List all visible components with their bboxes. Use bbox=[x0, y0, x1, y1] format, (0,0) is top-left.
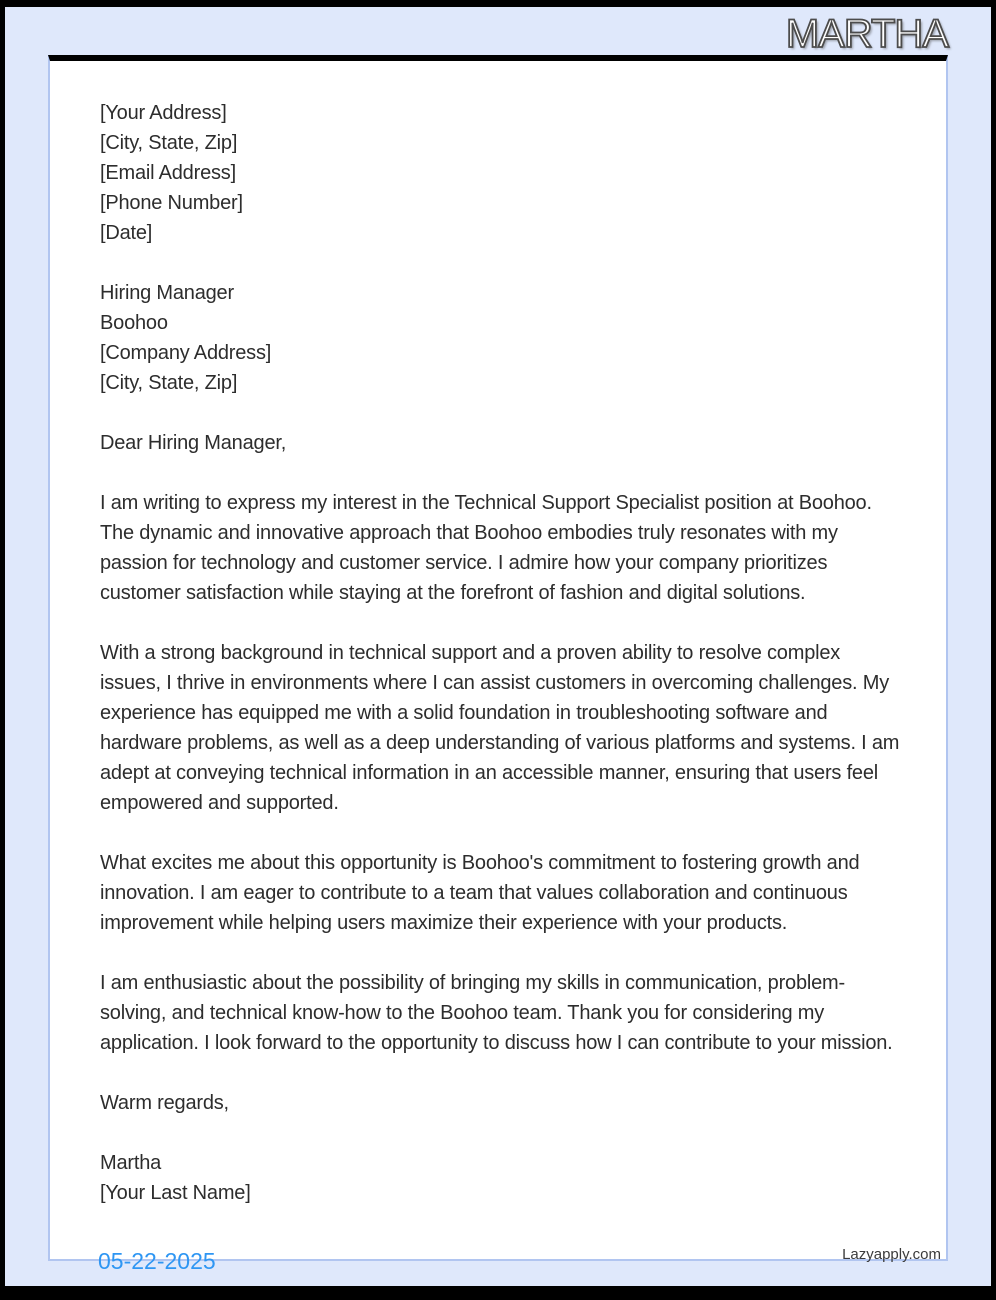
letter-paragraph bbox=[100, 848, 900, 938]
closing bbox=[100, 1088, 900, 1118]
recipient-title-line: Hiring Manager bbox=[100, 282, 234, 304]
recipient-company-line: Boohoo bbox=[100, 312, 168, 334]
salutation bbox=[100, 428, 900, 458]
recipient-address-block bbox=[100, 278, 900, 398]
salutation-text: Dear Hiring Manager, bbox=[100, 432, 287, 454]
signature-block bbox=[100, 1148, 900, 1208]
signature-last-name: [Your Last Name] bbox=[100, 1182, 251, 1204]
signature-first-name: Martha bbox=[100, 1152, 162, 1174]
paragraph-text: With a strong background in technical support and a proven ability to resolve complex issues, I thrive in environments where I can assist customers in overcoming challenges. My experience has equipped me with a solid foundation in troubleshooting software and hardware problems, as well as a deep understanding of various platforms and systems. I am adept at conveying technical information in an accessible manner, ensuring that users feel empowered and supported. bbox=[100, 642, 900, 814]
letter-paragraph bbox=[100, 968, 900, 1058]
sender-address-line: [Your Address] bbox=[100, 102, 227, 124]
letter-paragraph bbox=[100, 488, 900, 608]
paragraph-text: What excites me about this opportunity is Boohoo's commitment to fostering growth and innovation. I am eager to contribute to a team that values collaboration and continuous improvement while helping users maximize their experience with your products. bbox=[100, 852, 860, 934]
page-background bbox=[5, 7, 991, 1286]
letter-paragraph bbox=[100, 638, 900, 818]
recipient-company-address-line: [Company Address] bbox=[100, 342, 272, 364]
sender-address-block bbox=[100, 98, 900, 248]
document-date-field[interactable]: 05-22-2025 bbox=[98, 1248, 216, 1274]
sender-city-line: [City, State, Zip] bbox=[100, 132, 238, 154]
closing-text: Warm regards, bbox=[100, 1092, 229, 1114]
letter-page bbox=[48, 55, 948, 1261]
lazyapply-watermark-link[interactable]: Lazyapply.com bbox=[842, 1246, 941, 1263]
recipient-city-line: [City, State, Zip] bbox=[100, 372, 238, 394]
brand-wordmark: MARTHA bbox=[785, 12, 948, 56]
sender-phone-line: [Phone Number] bbox=[100, 192, 243, 214]
sender-email-line: [Email Address] bbox=[100, 162, 236, 184]
sender-date-line: [Date] bbox=[100, 222, 153, 244]
paragraph-text: I am enthusiastic about the possibility of bringing my skills in communication, problem-solving, and technical know-how to the Boohoo team. Thank you for considering my application. I look forward to the opportunity to discuss how I can contribute to your mission. bbox=[100, 972, 893, 1054]
letter-body bbox=[50, 61, 946, 1208]
paragraph-text: I am writing to express my interest in the Technical Support Specialist position at Boohoo. The dynamic and innovative approach that Boohoo embodies truly resonates with my passion for technology and customer service. I admire how your company prioritizes customer satisfaction while staying at the forefront of fashion and digital solutions. bbox=[100, 492, 872, 604]
